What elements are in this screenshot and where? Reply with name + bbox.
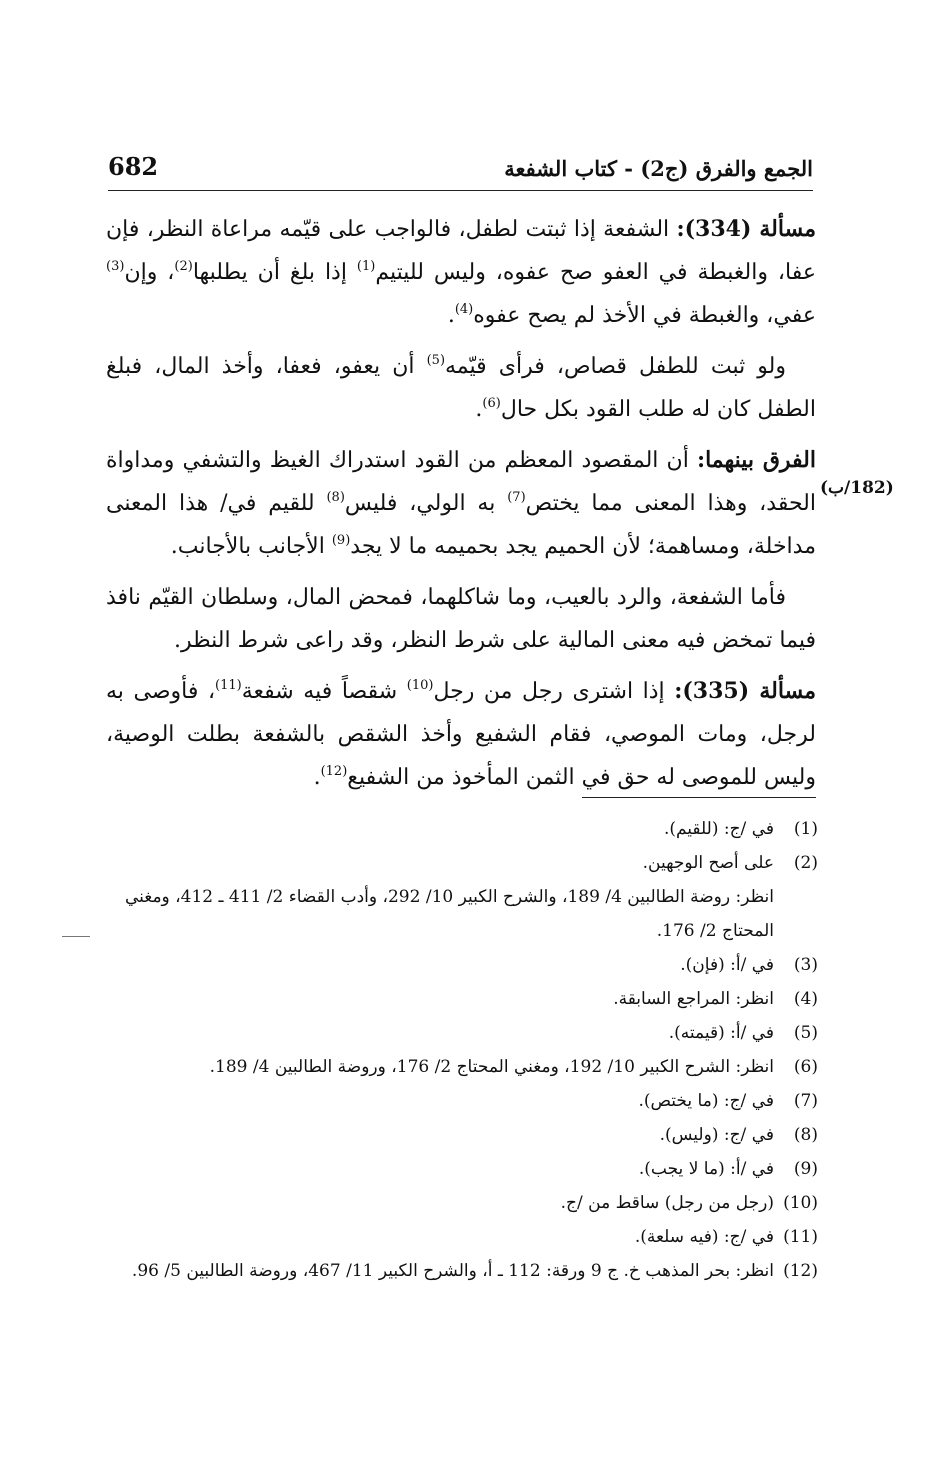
footnote — [106, 1016, 818, 1050]
manuscript-folio-marker: (182/ب) — [820, 478, 894, 498]
paragraph-difference — [106, 439, 816, 568]
footnotes — [106, 812, 818, 1288]
footnote — [106, 846, 818, 880]
running-header — [108, 150, 813, 191]
footnote-ref: (1) — [356, 259, 376, 274]
footnote-ref: (3) — [106, 259, 125, 274]
footnote-number: (3) — [793, 955, 818, 975]
text-segment: فأما الشفعة، والرد بالعيب، وما شاكلهما، فمحض المال، وسلطان القيّم نافذ فيما تمخض فيه معنى المالية على شرط النظر، وقد راعى شرط النظر. — [106, 585, 816, 653]
text-segment: . — [475, 397, 483, 422]
issue-label: مسألة (334): — [676, 216, 816, 242]
footnote — [106, 982, 818, 1016]
paragraph-issue-334 — [106, 208, 816, 337]
scan-edge-mark — [62, 936, 90, 937]
text-segment: ، وإن — [124, 260, 175, 285]
footnote-text: في /أ: (فإن). — [680, 955, 774, 975]
footnote-text: في /أ: (ما لا يجب). — [638, 1159, 774, 1179]
footnote — [106, 1084, 818, 1118]
footnote-number: (4) — [793, 989, 818, 1009]
text-segment: عفي، والغبطة في الأخذ لم يصح عفوه — [473, 303, 816, 328]
footnote-text: انظر: المراجع السابقة. — [613, 989, 774, 1009]
footnote-number: (12) — [783, 1261, 818, 1281]
footnote-number: (5) — [793, 1023, 818, 1043]
footnote — [106, 1152, 818, 1186]
footnote-number: (8) — [793, 1125, 818, 1145]
paragraph-shufa — [106, 576, 816, 662]
footnote — [106, 1186, 818, 1220]
footnote-number: (6) — [793, 1057, 818, 1077]
footnote-text: انظر: الشرح الكبير 10/ 192، ومغني المحتاج 2/ 176، وروضة الطالبين 4/ 189. — [209, 1057, 774, 1077]
text-segment: إذا اشترى رجل من رجل — [433, 679, 675, 704]
text-segment: . — [447, 303, 455, 328]
footnote — [106, 1050, 818, 1084]
footnote-ref: (11) — [215, 678, 242, 693]
footnote-text: انظر: روضة الطالبين 4/ 189، والشرح الكبير 10/ 292، وأدب القضاء 2/ 411 ـ 412، ومغني المحتاج 2/ 176. — [124, 887, 774, 941]
text-segment: أن المقصود المعظم من القود استدراك الغيظ والتشفي ومداواة الحقد، وهذا المعنى مما يختص — [106, 448, 816, 516]
footnote-ref: (2) — [174, 259, 193, 274]
paragraph-qisas — [106, 345, 816, 431]
footnote-text: في /ج: (للقيم). — [663, 819, 774, 839]
text-segment: . — [313, 765, 321, 790]
footnote-text: على أصح الوجهين. — [642, 853, 774, 873]
footnote-ref: (5) — [426, 353, 446, 368]
footnote-number: (1) — [793, 819, 818, 839]
footnote-continuation — [106, 880, 818, 948]
footnote — [106, 1220, 818, 1254]
paragraph-issue-335 — [106, 670, 816, 799]
footnote-number: (9) — [793, 1159, 818, 1179]
text-segment: شقصاً فيه شفعة — [241, 679, 407, 704]
text-segment: الشفعة إذا ثبتت لطفل، فالواجب على قيّمه مراعاة النظر، فإن عفا، والغبطة في العفو صح عفوه، وليس لليتيم — [106, 217, 816, 285]
footnote-ref: (12) — [320, 764, 348, 779]
footnote — [106, 948, 818, 982]
text-segment: ، فأوصى به لرجل، ومات الموصي، فقام الشفيع وأخذ الشقص بالشفعة بطلت الوصية، وليس للموصى له حق في الثمن المأخوذ من الشفيع — [106, 679, 816, 790]
running-title: الجمع والفرق (ج2) - كتاب الشفعة — [504, 156, 813, 181]
main-text — [106, 208, 816, 807]
footnote-ref: (6) — [482, 396, 501, 411]
footnote-ref: (10) — [406, 678, 434, 693]
footnote-number: (11) — [783, 1227, 818, 1247]
footnote-divider — [582, 797, 816, 798]
text-segment: الأجانب بالأجانب. — [170, 534, 332, 559]
footnote-number: (10) — [783, 1193, 818, 1213]
footnote-text: في /ج: (فيه سلعة). — [634, 1227, 774, 1247]
text-segment: إذا بلغ أن يطلبها — [192, 260, 357, 285]
text-segment: به الولي، فليس — [344, 491, 508, 516]
text-segment: للقيم في/ هذا المعنى مداخلة، ومساهمة؛ لأن الحميم يجد بحميمه ما لا يجد — [106, 491, 816, 559]
page-number: 682 — [108, 152, 159, 181]
footnote-text: (رجل من رجل) ساقط من /ج. — [560, 1193, 774, 1213]
footnote-text: انظر: بحر المذهب خ. ج 9 ورقة: 112 ـ أ، والشرح الكبير 11/ 467، وروضة الطالبين 5/ 96. — [131, 1261, 774, 1281]
text-segment: ولو ثبت للطفل قصاص، فرأى قيّمه — [445, 354, 787, 379]
footnote — [106, 1118, 818, 1152]
footnote-text: في /ج: (وليس). — [659, 1125, 774, 1145]
footnote-number: (2) — [793, 853, 818, 873]
footnote-ref: (7) — [507, 490, 526, 505]
footnote-text: في /أ: (قيمته). — [668, 1023, 774, 1043]
footnote-number: (7) — [793, 1091, 818, 1111]
footnote — [106, 1254, 818, 1288]
text-segment: أن يعفو، فعفا، وأخذ المال، فبلغ الطفل كان له طلب القود بكل حال — [106, 354, 816, 422]
difference-label: الفرق بينهما: — [696, 447, 816, 473]
footnote-ref: (4) — [454, 302, 474, 317]
footnote — [106, 812, 818, 846]
footnote-ref: (8) — [326, 490, 345, 505]
footnote-text: في /ج: (ما يختص). — [638, 1091, 774, 1111]
issue-label: مسألة (335): — [674, 678, 816, 704]
footnote-ref: (9) — [331, 533, 351, 548]
